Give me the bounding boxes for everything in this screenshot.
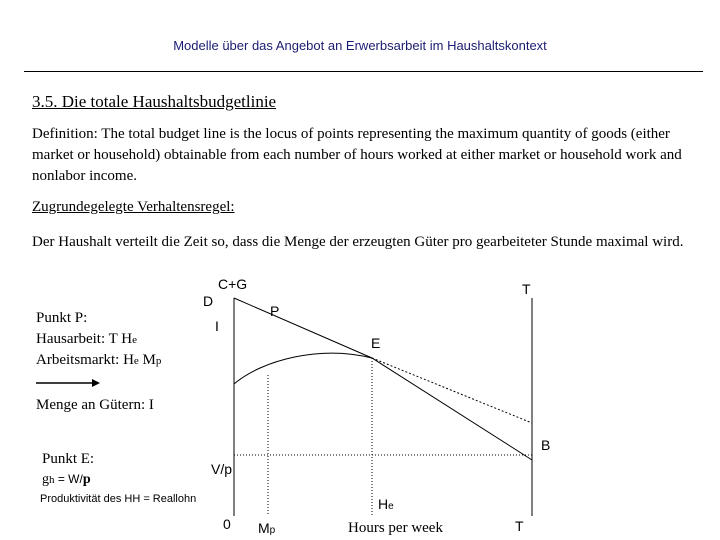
he-axis-label [378,496,394,512]
market-subscript-p: p [155,355,162,367]
mp-axis-label [258,520,275,536]
origin-label: 0 [223,516,231,532]
t-axis-label-bottom: T [515,518,524,534]
definition-text: Definition: The total budget line is the locus of points representing the maximum quantity of goods (either market or household) obtainable from each number of hours worked at either market or household work and nonlabor income. [32,126,682,184]
productivity-label: Produktivität des HH = Reallohn [40,493,197,505]
formula-equals: = W/ [54,472,83,486]
point-d-label: D [203,293,214,309]
point-e-label: E [371,335,381,351]
housework-label: Hausarbeit: T H [36,331,133,347]
point-b-label: B [541,437,551,453]
y-axis-label: C+G [218,276,248,292]
wage-line-dashed [372,358,532,423]
point-p-label: P [270,303,280,319]
behavior-rule-heading: Zugrundegelegte Verhaltensregel: [32,199,235,215]
market-subscript-e: e [133,355,139,367]
formula-g: g [42,472,49,487]
mp-label: M [258,520,270,536]
budget-line [234,298,532,460]
arrow-head-icon [92,379,100,387]
household-production-curve [234,353,372,384]
he-label: H [378,496,389,512]
housework-subscript: e [132,334,137,346]
mp-subscript: p [269,525,276,536]
t-axis-label-top: T [522,281,531,297]
nonlabor-income-label: V/p [211,461,233,477]
market-label-m: M [138,352,156,368]
section-title: 3.5. Die totale Haushaltsbudgetlinie [32,92,277,111]
point-p-title: Punkt P: [36,310,88,326]
goods-quantity-label: Menge an Gütern: I [36,397,154,413]
formula-p: p [82,472,91,487]
behavior-rule-text: Der Haushalt verteilt die Zeit so, dass die Menge der erzeugten Güter pro gearbeiteter Stunde maximal wird. [32,234,684,250]
market-label: Arbeitsmarkt: H [36,352,134,368]
point-e-title: Punkt E: [42,451,95,467]
he-subscript: e [388,501,394,512]
formula-h-subscript: h [49,474,55,486]
point-i-label: I [215,318,219,334]
x-axis-label: Hours per week [348,520,443,536]
page-header: Modelle über das Angebot an Erwerbsarbeit im Haushaltskontext [173,38,547,53]
